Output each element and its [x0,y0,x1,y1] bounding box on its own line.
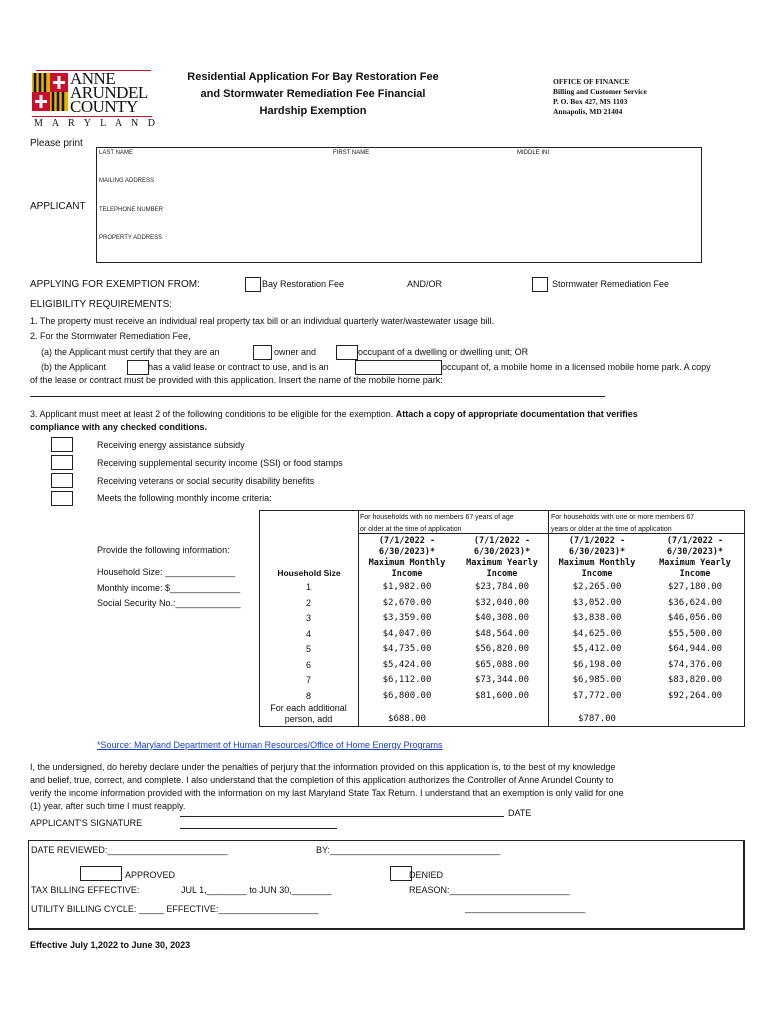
tax-billing-label: TAX BILLING EFFECTIVE: [31,885,140,895]
occupant-label: occupant of a dwelling or dwelling unit; OR [358,347,529,357]
row-under-67-monthly: $6,112.00 [382,675,432,685]
source-link[interactable]: *Source: Maryland Department of Human Resources/Office of Home Energy Programs [97,740,443,750]
additional-person-label [259,703,358,725]
col-header-b-type-1: Maximum Yearly [466,558,538,568]
title-line-1: Residential Application For Bay Restoration Fee [187,71,439,83]
requirement-2a-text: (a) the Applicant must certify that they are an [41,347,220,357]
row-size: 3 [305,613,311,623]
county-logo [30,69,159,132]
table-row [259,613,745,628]
approved-label: APPROVED [125,870,176,880]
ssi-checkbox[interactable] [51,455,73,470]
reviewed-by-field[interactable]: BY:__________________________________ [316,845,501,855]
lease-checkbox[interactable] [127,360,149,375]
reason-field[interactable]: REASON:________________________ [409,885,570,895]
row-67-plus-monthly: $3,838.00 [572,613,622,623]
row-67-plus-yearly: $64,944.00 [667,644,723,654]
table-row [259,675,745,690]
stormwater-checkbox[interactable] [532,277,548,292]
row-size: 7 [305,675,311,685]
row-67-plus-yearly: $92,264.00 [667,690,723,701]
row-size: 5 [305,644,311,654]
certification-l2: and belief, true, correct, and complete. I also understand that the completion of this application authorizes the Controller of Anne Arundel County to [30,775,614,785]
row-under-67-yearly: $65,088.00 [474,659,530,670]
group-header-67-plus-l1: For households with one or more members 67 [551,514,695,521]
office-name: OFFICE OF FINANCE [553,77,630,86]
row-67-plus-yearly: $36,624.00 [667,597,723,608]
requirement-3 [30,408,730,434]
table-row [259,660,745,675]
logo-anne: ANNE [70,69,116,88]
please-print: Please print [30,138,83,149]
certification-l4: (1) year, after such time I must reapply. [30,801,186,811]
certification-l3: verify the income information provided with the information on my last Maryland State Tax Return. I understand that an exemption is only valid for one [30,788,624,798]
row-size: 6 [305,659,311,670]
requirement-3-bold: Attach a copy of appropriate documentation that verifies [395,409,638,419]
mobile-park-name-line[interactable] [30,396,605,397]
additional-person-l1: For each additional [270,703,347,713]
energy-assistance-label: Receiving energy assistance subsidy [97,440,245,450]
applicant-label: APPLICANT [30,201,86,212]
col-header-a-period-1: (7/1/2022 - [378,536,436,546]
table-row [259,629,745,644]
col-header-c-period-2: 6/30/2023)* [568,547,626,557]
effective-footer: Effective July 1,2022 to June 30, 2023 [30,940,191,950]
col-header-c-type-2: Income [581,569,613,579]
property-address-field[interactable] [96,233,702,263]
occupant-checkbox[interactable] [336,345,358,360]
additional-under-67: $688.00 [388,714,426,724]
table-border-top [259,510,745,511]
row-67-plus-monthly: $6,985.00 [572,675,622,685]
last-name-field[interactable] [96,147,702,178]
owner-checkbox[interactable] [253,345,272,360]
col-header-b [455,536,549,580]
bay-restoration-label: Bay Restoration Fee [262,279,345,289]
monthly-income-field[interactable]: Monthly income: $______________ [97,583,241,593]
row-under-67-monthly: $3,359.00 [382,613,432,623]
reason-line-2[interactable]: ________________________ [465,903,586,913]
logo-maryland: M A R Y L A N D [34,118,159,129]
logo-arundel: ARUNDEL [70,83,148,102]
property-address-label: PROPERTY ADDRESS [99,235,163,241]
additional-67-plus: $787.00 [578,714,616,724]
requirement-3-bold-2: compliance with any checked conditions. [30,422,208,432]
and-or-label: AND/OR [407,279,443,289]
row-67-plus-monthly: $3,052.00 [572,597,622,608]
row-67-plus-yearly: $74,376.00 [667,659,723,670]
last-name-label: LAST NAME [99,150,133,156]
requirement-2: 2. For the Stormwater Remediation Fee, [30,331,191,341]
energy-assistance-checkbox[interactable] [51,437,73,452]
stormwater-label: Stormwater Remediation Fee [552,279,670,289]
col-header-c-period-1: (7/1/2022 - [568,536,626,546]
table-row [259,582,745,597]
row-size: 2 [305,597,311,608]
household-size-header: Household Size [277,568,341,578]
mobile-park-instruction: of the lease or contract must be provided with this application. Insert the name of the mobile home park: [30,375,443,385]
office-address [553,77,647,117]
col-header-c-type-1: Maximum Monthly [558,558,636,568]
maryland-flag-icon [32,73,68,111]
ssn-field[interactable]: Social Security No.:_____________ [97,598,241,608]
bay-restoration-checkbox[interactable] [245,277,261,292]
col-header-a-type-2: Income [391,569,423,579]
office-addr-1: Billing and Customer Service [553,87,647,96]
denied-label: DENIED [409,870,444,880]
veterans-label: Receiving veterans or social security disability benefits [97,476,315,486]
col-header-b-period-1: (7/1/2022 - [473,536,531,546]
row-67-plus-monthly: $6,198.00 [572,659,622,670]
row-67-plus-monthly: $4,625.00 [572,628,622,639]
veterans-checkbox[interactable] [51,473,73,488]
row-67-plus-monthly: $5,412.00 [572,644,622,654]
col-header-d-type-2: Income [679,569,711,579]
row-under-67-yearly: $56,820.00 [474,644,530,654]
col-header-b-type-2: Income [486,569,518,579]
col-header-a-period-2: 6/30/2023)* [378,547,436,557]
certification-l1: I, the undersigned, do hereby declare under the penalties of perjury that the information provided on this application is, to the best of my knowledge [30,762,616,772]
middle-initial-label: MIDDLE INI [517,150,550,156]
logo-county: COUNTY [70,97,138,116]
row-67-plus-monthly: $2,265.00 [572,582,622,592]
row-under-67-monthly: $6,800.00 [382,690,432,701]
col-header-a [359,536,455,580]
utility-billing-field[interactable]: UTILITY BILLING CYCLE: _____ EFFECTIVE:____________________ [31,904,319,914]
income-criteria-label: Meets the following monthly income criteria: [97,493,272,503]
mailing-address-label: MAILING ADDRESS [99,178,155,184]
row-under-67-monthly: $5,424.00 [382,659,432,670]
approved-checkbox[interactable] [80,866,122,881]
row-under-67-yearly: $73,344.00 [474,675,530,685]
additional-person-l2: person, add [284,714,333,724]
date-line[interactable] [180,816,504,817]
form-title [168,69,458,120]
table-border-bottom [259,726,745,727]
requirement-1: 1. The property must receive an individual real property tax bill or an individual quarterly water/wastewater usage bill. [30,316,495,326]
group-header-67-plus-l2: years or older at the time of application [551,526,672,533]
col-header-d-period-2: 6/30/2023)* [666,547,724,557]
row-under-67-yearly: $40,308.00 [474,613,530,623]
row-under-67-monthly: $1,982.00 [382,582,432,592]
mailing-address-field[interactable] [96,176,702,206]
date-reviewed-field[interactable]: DATE REVIEWED:________________________ [31,845,228,855]
office-addr-3: Annapolis, MD 21404 [553,107,623,116]
logo-rule [32,116,152,117]
household-size-field[interactable]: Household Size: ______________ [97,567,236,577]
mobile-occupant-label: occupant of, a mobile home in a licensed mobile home park. A copy [442,362,711,372]
row-size: 8 [305,690,311,701]
lease-label: has a valid lease or contract to use, and is an [148,362,329,372]
group-header-under-67-l1: For households with no members 67 years of age [360,514,514,521]
income-criteria-checkbox[interactable] [51,491,73,506]
col-header-c [549,536,645,580]
row-67-plus-yearly: $55,500.00 [667,628,723,639]
income-table [259,510,745,727]
requirement-3-text: 3. Applicant must meet at least 2 of the following conditions to be eligible for the exemption. [30,409,394,419]
telephone-label: TELEPHONE NUMBER [99,207,164,213]
title-line-2: and Stormwater Remediation Fee Financial [200,88,426,100]
applying-label: APPLYING FOR EXEMPTION FROM: [30,279,200,290]
requirement-2b-text: (b) the Applicant [41,362,107,372]
row-under-67-monthly: $4,047.00 [382,628,432,639]
ssi-label: Receiving supplemental security income (SSI) or food stamps [97,458,343,468]
row-under-67-yearly: $23,784.00 [474,582,530,592]
eligibility-heading: ELIGIBILITY REQUIREMENTS: [30,299,173,310]
tax-billing-period[interactable]: JUL 1,________ to JUN 30,________ [181,885,332,895]
office-use-box [28,840,745,930]
row-67-plus-yearly: $83,820.00 [667,675,723,685]
group-header-67-plus [551,512,694,536]
row-67-plus-yearly: $46,056.00 [667,613,723,623]
signature-label: APPLICANT'S SIGNATURE [30,818,143,828]
row-under-67-monthly: $2,670.00 [382,597,432,608]
mobile-occupant-checkbox[interactable] [355,360,442,375]
row-67-plus-yearly: $27,180.00 [667,582,723,592]
row-under-67-yearly: $32,040.00 [474,597,530,608]
col-header-d-period-1: (7/1/2022 - [666,536,724,546]
provide-info-label: Provide the following information: [97,545,230,555]
first-name-label: FIRST NAME [333,150,370,156]
row-67-plus-monthly: $7,772.00 [572,690,622,701]
telephone-field[interactable] [96,205,702,234]
row-size: 4 [305,628,311,639]
row-under-67-yearly: $48,564.00 [474,628,530,639]
row-size: 1 [305,582,311,592]
row-under-67-yearly: $81,600.00 [474,690,530,701]
col-header-d-type-1: Maximum Yearly [659,558,731,568]
col-header-a-type-1: Maximum Monthly [368,558,446,568]
col-header-d [645,536,745,580]
title-line-3: Hardship Exemption [259,105,367,117]
group-header-under-67 [360,512,514,536]
group-header-under-67-l2: or older at the time of application [360,526,462,533]
date-label: DATE [508,808,532,818]
certification-text [30,761,624,813]
table-row [259,598,745,613]
signature-line[interactable] [180,828,337,829]
col-header-b-period-2: 6/30/2023)* [473,547,531,557]
row-under-67-monthly: $4,735.00 [382,644,432,654]
owner-label: owner and [274,347,317,357]
office-addr-2: P. O. Box 427, MS 1103 [553,97,628,106]
table-row [259,644,745,659]
